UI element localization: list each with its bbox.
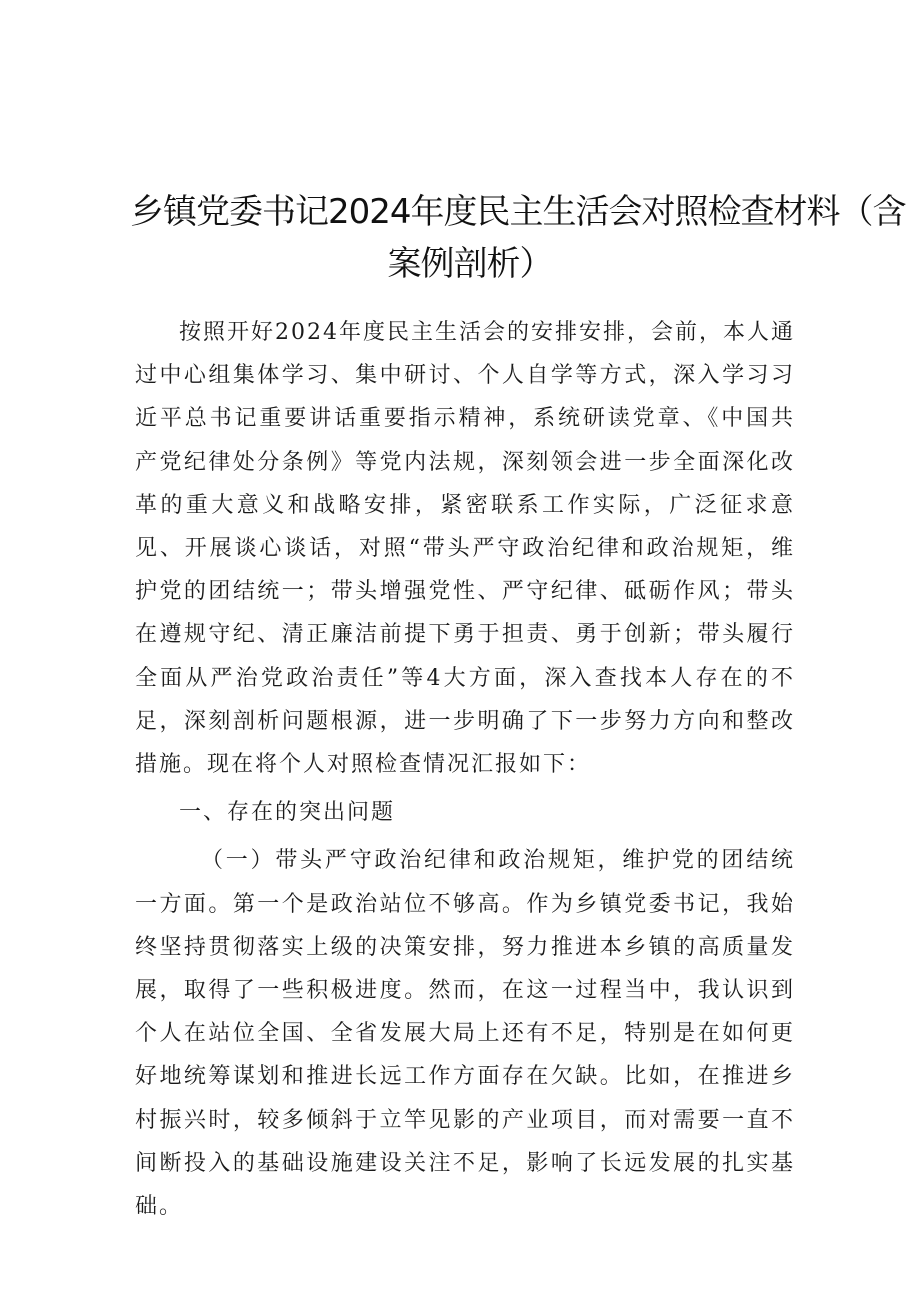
document-title-line1: 乡镇党委书记2024年度民主生活会对照检查材料（含	[130, 192, 906, 232]
subsection-paragraph: （一）带头严守政治纪律和政治规矩，维护党的团结统一方面。第一个是政治站位不够高。作为乡镇党委书记，我始终坚持贯彻落实上级的决策安排，努力推进本乡镇的高质量发展，取得了一些积极进度。然而，在这一过程当中，我认识到个人在站位全国、全省发展大局上还有不足，特别是在如何更好地统筹谋划和推进长远工作方面存在欠缺。比如，在推进乡村振兴时，较多倾斜于立竿见影的产业项目，而对需要一直不间断投入的基础设施建设关注不足，影响了长远发展的扎实基础。	[135, 848, 795, 1220]
intro-paragraph: 按照开好2024年度民主生活会的安排安排，会前，本人通过中心组集体学习、集中研讨、个人自学等方式，深入学习习近平总书记重要讲话重要指示精神，系统研读党章、《中国共产党纪律处分条例》等党内法规，深刻领会进一步全面深化改革的重大意义和战略安排，紧密联系工作实际，广泛征求意见、开展谈心谈话，对照“带头严守政治纪律和政治规矩，维护党的团结统一；带头增强党性、严守纪律、砥砺作风；带头在遵规守纪、清正廉洁前提下勇于担责、勇于创新；带头履行全面从严治党政治责任”等4大方面，深入查找本人存在的不足，深刻剖析问题根源，进一步明确了下一步努力方向和整改措施。现在将个人对照检查情况汇报如下：	[135, 320, 795, 778]
document-title	[130, 186, 906, 290]
document-body	[135, 311, 795, 1228]
section-heading: 一、存在的突出问题	[179, 800, 396, 826]
document-title-line2: 案例剖析）	[387, 244, 553, 284]
